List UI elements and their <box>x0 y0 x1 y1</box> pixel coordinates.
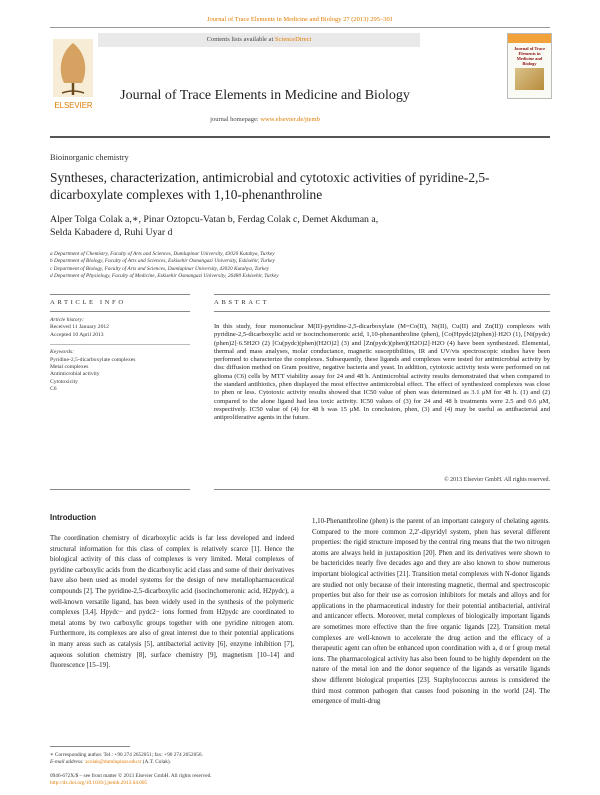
abstract-rule-top <box>214 294 550 295</box>
abstract-heading: ABSTRACT <box>214 299 270 306</box>
author-list <box>50 213 550 240</box>
affiliation-a: a Department of Chemistry, Faculty of Arts and Sciences, Dumlupinar University, 43020 Kutahya, Turkey <box>50 251 275 257</box>
cover-title: Journal of Trace Elements in Medicine and Biology <box>513 46 546 66</box>
email-link[interactable]: acolak@dumlupinar.edu.tr <box>85 759 142 766</box>
article-title: Syntheses, characterization, antimicrobial and cytotoxic activities of pyridine-2,5-dicarboxylate complexes with 1,10-phenanthroline <box>50 170 490 202</box>
journal-homepage <box>100 116 430 123</box>
introduction-heading: Introduction <box>50 513 97 522</box>
keyword: Metal complexes <box>50 364 89 371</box>
publisher-name: ELSEVIER <box>54 101 93 110</box>
contents-prefix: Contents lists available at <box>206 36 275 43</box>
body-column-left: The coordination chemistry of dicarboxylic acids is far less developed and indeed structural information for this class of complex is relatively scarce [1]. Hence the biological activity of this class of complexes is very limited. Metal complexes of pyridine carboxylic acids from the dicarboxylic acid class and some of their derivatives have also been used as model systems for the design of new metallopharmaceutical compounds [2]. The pyridine-2,5-dicarboxylic acid (isocinchomeronic acid, H2pydc), a well-known versatile ligand, has been widely used in the synthesis of the polymeric complexes [3,4]. Hpydc− and pydc2− ions formed from H2pydc are coordinated to metal atoms by two carboxylic groups together with one pyridine nitrogen atom. Furthermore, its complexes are also of great interest due to their potential applications in many areas such as catalysis [5], antibacterial activity [6], enzyme inhibition [7], aqueous solution chemistry [8], surface chemistry [9], magnetism [10–14] and fluorescence [15–19]. <box>50 535 294 670</box>
article-info-rule <box>50 311 190 312</box>
keyword: C6 <box>50 386 57 393</box>
authors-line-2: Selda Kabadere d, Ruhi Uyar d <box>50 227 173 239</box>
keywords-label: Keywords: <box>50 349 75 356</box>
received-date: Received 11 January 2012 <box>50 324 109 331</box>
email-label: E-mail address: <box>50 759 86 766</box>
abstract-rule <box>214 311 550 312</box>
cover-band <box>508 34 551 43</box>
abstract-text: In this study, four mononuclear M(II)-pyridine-2,5-dicarboxylate (M=Co(II), Ni(II), Cu(II) and Zn(II)) complexes with pyridine-2,5-dicarboxylic acid or isocinchomeronic acid, 1,10-phenanthroline (phen), [Co(Hpydc)2(phen)]·H2O (1), [Ni(pydc)(phen)2]·6.5H2O (2) [Cu(pydc)(phen)(H2O)2] (3) and [Zn(pydc)(phen)(H2O)2]·H2O (4) have been synthesized. Elemental, thermal and mass analyses, molar conductance, magnetic susceptibilities, IR and UV/vis spectroscopic studies have been performed to characterize the complexes. Subsequently, these ligands and complexes were tested for antimicrobial activity by disc diffusion method on Gram positive, negative bacteria and yeast. In addition, cytotoxic activity tests were performed on rat glioma (C6) cells by MTT viability assay for 24 and 48 h. Antimicrobial activity results demonstrated that when compared to the standard antibiotics, phen displayed the most effective antimicrobial effect. The effect of synthesized complexes was close to phen or less. Cytotoxic activity results showed that IC50 value of phen was determined as 3.1 μM for 48 h. (1) and (2) compared to the alone ligand had less toxic activity. IC50 values of (3) for 24 and 48 h treatments were 2.5 and 0.6 μM, respectively. IC50 value of (4) for 48 h was 15 μM. In conclusion, phen, (3) and (4) may be useful as antibacterial and antiproliferative agents in the future. <box>214 323 550 422</box>
affiliation-c: c Department of Biology, Faculty of Arts and Sciences, Dumlupinar University, 43020 Kutahya, Turkey <box>50 265 269 272</box>
article-info-rule-top <box>50 294 190 295</box>
abstract-rule-bottom <box>214 489 550 490</box>
doi-link[interactable]: http://dx.doi.org/10.1016/j.jtemb.2013.04.005 <box>50 780 148 787</box>
journal-cover-image <box>507 33 552 99</box>
affiliation-b: b Department of Biology, Faculty of Arts and Sciences, Eskisehir Osmangazi University, Eskisehir, Turkey <box>50 258 275 265</box>
article-info-rule-bottom <box>50 489 190 490</box>
homepage-link[interactable]: www.elsevier.de/jtemb <box>260 116 320 123</box>
authors-line-1: Alper Tolga Colak a,∗, Pinar Oztopcu-Vatan b, Ferdag Colak c, Demet Akduman a, <box>50 214 379 225</box>
cover-illustration <box>515 68 544 90</box>
keyword: Antimicrobial activity <box>50 371 100 378</box>
keyword: Cytotoxicity <box>50 378 78 385</box>
issn-line: 0946-672X/$ – see front matter © 2013 Elsevier GmbH. All rights reserved. <box>50 773 212 779</box>
footnote-rule <box>50 746 130 747</box>
affiliation-d: d Department of Physiology, Faculty of Medicine, Eskisehir Osmangazi University, 26480 Eskisehir, Turkey <box>50 273 279 280</box>
body-column-right: 1,10-Phenanthroline (phen) is the parent of an important category of chelating agents. Compared to the more common 2,2′-dipyridyl system, phen has several different properties: the rigid structure imposed by the central ring means that the two nitrogen atoms are always held in juxtaposition [20]. Phen and its derivatives were shown to be bactericides nearly five decades ago and they are also known to show numerous important biological activities [21]. Transition metal complexes with N-donor ligands are studied not only because of their interesting magnetic, thermal and spectroscopic properties but also for their use as corrosion inhibitors for metals and alloys and for applications in the pharmaceutical industry for their potential antibacterial, antiviral and anticancer effects. Moreover, metal complexes of biologically important ligands are sometimes more effective than the free organic ligands [22]. Transition metal complexes are well-known to accelerate the drug action and the efficacy of a therapeutic agent can often be enhanced upon coordination with a, d or f group metal ions. The pharmacological activity has also been found to be highly dependent on the nature of the metal ion and the donor sequence of the ligands as versatile ligands show different biological properties [23]. Staphylococcus aureus is considered the third most common pathogen that causes food poisoning in the world [24]. The emergence of multi-drug <box>312 518 550 706</box>
page-footer <box>50 773 350 787</box>
copyright-notice: © 2013 Elsevier GmbH. All rights reserved. <box>444 477 550 483</box>
sciencedirect-link[interactable]: ScienceDirect <box>274 36 312 43</box>
contents-bar <box>98 33 420 47</box>
homepage-label: journal homepage: <box>210 116 261 123</box>
history-label: Article history: <box>50 317 85 323</box>
affiliations <box>50 251 550 281</box>
email-line <box>50 759 300 766</box>
keywords-divider <box>50 344 190 345</box>
keyword: Pyridine-2,5-dicarboxylate complexes <box>50 356 136 363</box>
footnote <box>50 752 300 766</box>
corresponding-author: ∗ Corresponding author. Tel.: +90 274 2652051; fax: +90 274 2652056. <box>50 752 203 758</box>
section-label: Bioinorganic chemistry <box>50 153 129 162</box>
accepted-date: Accepted 10 April 2013 <box>50 331 104 338</box>
elsevier-logo <box>50 33 97 113</box>
email-suffix: (A.T. Colak). <box>141 759 171 766</box>
article-info <box>50 317 190 394</box>
journal-title: Journal of Trace Elements in Medicine and Biology <box>120 88 410 103</box>
article-info-heading: ARTICLE INFO <box>50 299 126 306</box>
journal-citation: Journal of Trace Elements in Medicine and Biology 27 (2013) 295–301 <box>207 16 393 23</box>
